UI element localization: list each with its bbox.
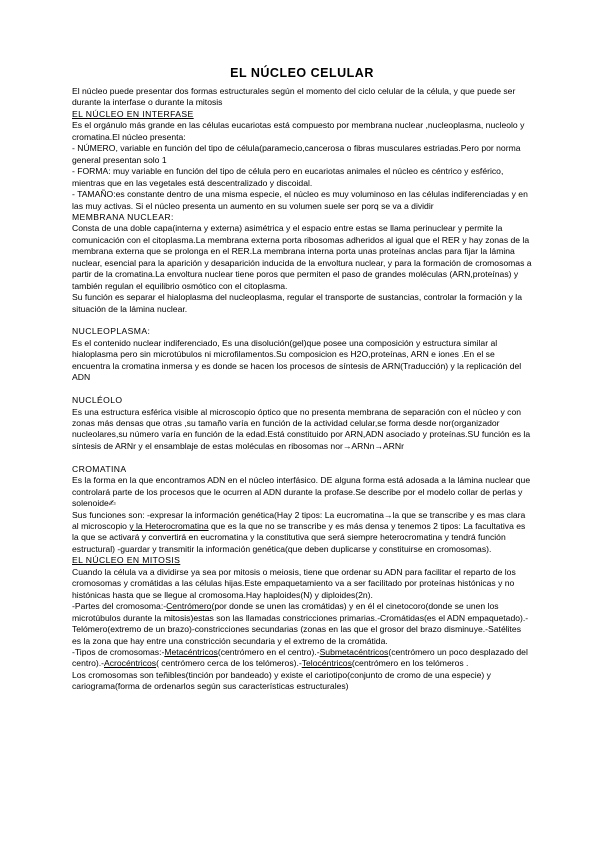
heading-interfase: EL NÚCLEO EN INTERFASE [72, 108, 194, 119]
mitosis-paragraph-1: Cuando la célula va a dividirse ya sea por mitosis o meiosis, tiene que ordenar su ADN para facilitar el reparto de los cromosomas y cromátidas a las células hijas.Este empaquetamiento va a ser facilitado por proteínas histónicas y no histónicas hasta que se llegue al cromosoma.Hay haploides(N) y diploides(2n). [72, 566, 516, 600]
heading-cromatina: CROMATINA [72, 463, 127, 474]
text-run: ( centrómero cerca de los telómeros).- [156, 658, 302, 669]
membrana-paragraph-2: Su función es separar el hialoplasma del nucleoplasma, regular el transporte de sustancias, controlar la formación y la situación de la lámina nuclear. [72, 292, 522, 314]
text-run: (centrómero en los telómeros . [351, 658, 469, 669]
mitosis-paragraph-partes [72, 601, 532, 647]
underlined-term: Telocéntricos [301, 658, 352, 669]
underlined-term: Acrocéntricos [104, 658, 157, 669]
text-run: (centrómero en el centro).- [217, 647, 320, 658]
heading-membrana: MEMBRANA NUCLEAR: [72, 211, 174, 222]
document-page [72, 66, 532, 693]
interfase-paragraph-forma: - FORMA: muy variable en función del tipo de célula pero en eucariotas animales el núcleo es céntrico y esférico, mientras que en las vegetales está descentralizado y discoidal. [72, 166, 504, 188]
spacer [72, 315, 532, 326]
intro-paragraph: El núcleo puede presentar dos formas estructurales según el momento del ciclo celular de la célula, y que puede ser durante la interfase o durante la mitosis [72, 86, 516, 108]
nucleolo-paragraph: Es una estructura esférica visible al microscopio óptico que no presenta membrana de separación con el núcleo y con zonas más densas que otras ,su tamaño varía en función de la actividad celular,se forma desde nor(organizador nucleolares,su número varía en función de la edad.Está constituido por ARN,ADN asociado y proteínas.SU función es la síntesis de ARNr y el ensamblaje de estas moléculas en ribosomas nor→ARNn→ARNr [72, 406, 531, 451]
underlined-term: Centrómero [166, 601, 212, 612]
spacer [72, 452, 532, 463]
heading-nucleoplasma: NUCLEOPLASMA: [72, 326, 151, 337]
cromatina-paragraph-2 [72, 510, 532, 556]
interfase-paragraph-1: Es el orgánulo más grande en las células eucariotas está compuesto por membrana nuclear ,nucleoplasma, nucleolo y cromatina.El núcleo presenta: [72, 120, 525, 142]
interfase-paragraph-numero: - NÚMERO, variable en función del tipo de célula(paramecio,cancerosa o fibras musculares estriadas.Pero por norma general presentan solo 1 [72, 143, 521, 165]
underlined-term: y la Heterocromatina [129, 521, 209, 532]
heading-nucleolo: NUCLÉOLO [72, 395, 123, 406]
nucleoplasma-paragraph: Es el contenido nuclear indiferenciado, Es una disolución(gel)que posee una composición y estructura similar al hialoplasma pero sin microtúbulos ni microfilamentos.Su composicion es H2O,proteínas, ARN e iones .En el se encuentra la cromatina inmersa y es donde se hacen los procesos de síntesis de ARN(Traducción) y la replicación del ADN [72, 337, 522, 383]
text-run: (centrómero un poco desplazado del centro).- [72, 647, 528, 669]
text-run: que es la que no se transcribe y es más densa y tenemos 2 tipos: La facultativa es la que se activará y convertirá en eucromatina y la constitutiva que será siempre heterocromatina y tendrá función estructural) -guardar y transmitir la información genética(que deben duplicarse y constituirse en cromosomas). [72, 521, 526, 554]
interfase-paragraph-tamano: - TAMAÑO:es constante dentro de una misma especie, el núcleo es muy voluminoso en las células indiferenciadas y en las muy activas. Si el núcleo presenta un aumento en su volumen suele ser porq se va a dividir [72, 189, 528, 211]
heading-mitosis: EL NÚCLEO EN MITOSIS [72, 555, 181, 566]
mitosis-paragraph-tipos [72, 647, 532, 670]
text-run: (por donde se unen las cromátidas) y en él el cinetocoro(donde se unen los microtúbulos durante la mitosis)estas son las llamadas constricciones primarias.-Cromátidas(es el ADN empaquetado).-Telómero(extremo de un brazo)-constricciones secundarias (zonas en las que el grosor del brazo disminuye.-Satélites es la zona que hay entre una constricción secundaria y el extremo de la cromátida. [72, 601, 529, 646]
mitosis-paragraph-cariotipo: Los cromosomas son teñibles(tinción por bandeado) y existe el cariotipo(conjunto de cromo de una especie) y cariograma(forma de ordenarlos según sus características estructurales) [72, 669, 491, 692]
membrana-paragraph-1: Consta de una doble capa(interna y externa) asimétrica y el espacio entre estas se llama perinuclear y permite la comunicación con el citoplasma.La membrana externa porta ribosomas adheridos al igual que el RER y hay zonas de la membrana externa que se prolonga en el RER.La membrana interna porta unas proteínas anclas para fijar la lámina nuclear, esencial para la aparición y desaparición inducida de la envoltura nuclear, y para la formación de cromosomas a partir de la cromatina.La envoltura nuclear tiene poros que permiten el paso de grandes moléculas (ARN,proteínas) y también regulan el equilibrio osmótico con el citoplasma. [72, 223, 532, 291]
text-run: -Partes del cromosoma:- [72, 601, 167, 612]
text-run: Sus funciones son: -expresar la información genética(Hay 2 tipos: La eucromatina→la que se transcribe y es mas clara al microscopio [72, 509, 526, 532]
underlined-term: Metacéntricos [164, 647, 218, 658]
document-title: EL NÚCLEO CELULAR [230, 66, 374, 80]
text-run: -Tipos de cromosomas:- [72, 647, 165, 658]
spacer [72, 384, 532, 395]
underlined-term: Submetacéntricos [319, 647, 389, 658]
cromatina-paragraph-1: Es la forma en la que encontramos ADN en el núcleo interfásico. DE alguna forma está adosada a la lámina nuclear que controlará parte de los procesos que le ocurren al ADN durante la profase.Se describe por el modelo collar de perlas y solenoide✍ [72, 475, 531, 509]
